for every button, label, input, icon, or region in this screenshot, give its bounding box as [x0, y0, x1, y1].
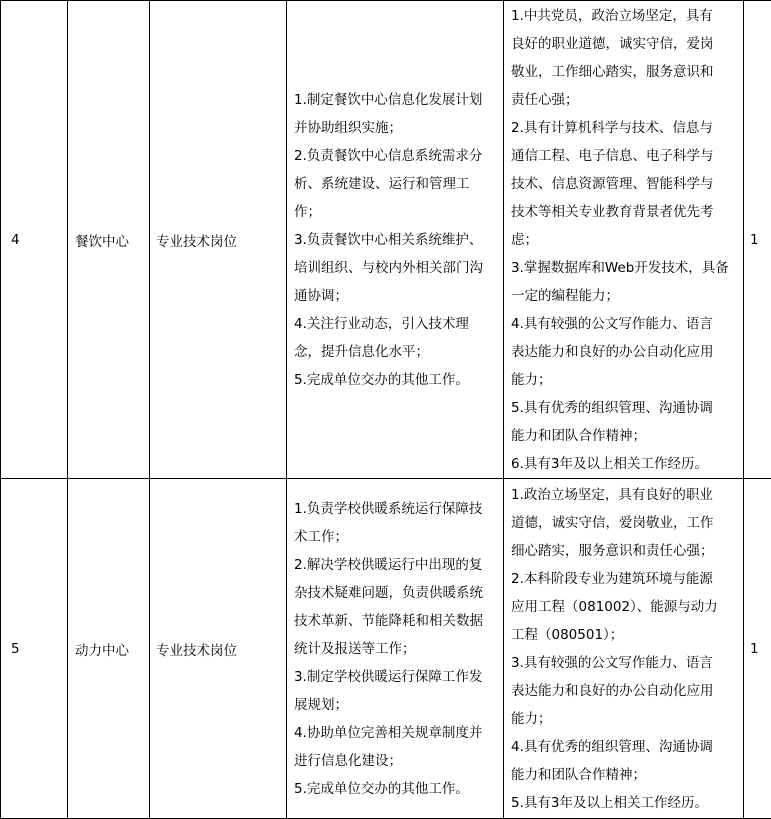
requirement-line: 能力和团队合作精神；: [511, 422, 739, 450]
requirement-line: 表达能力和良好的办公自动化应用: [511, 338, 739, 366]
duty-line: 培训组织、与校内外相关部门沟: [294, 254, 499, 282]
duty-line: 统计及报送等工作；: [294, 635, 499, 663]
requirement-line: 工程（080501）；: [511, 621, 739, 649]
requirement-line: 2.本科阶段专业为建筑环境与能源: [511, 565, 739, 593]
requirements-list: [504, 481, 743, 817]
duty-line: 并协助组织实施；: [294, 114, 499, 142]
requirement-line: 技术、信息资源管理、智能科学与: [511, 170, 739, 198]
requirement-line: 细心踏实，服务意识和责任心强；: [511, 537, 739, 565]
requirement-line: 3.具有较强的公文写作能力、语言: [511, 649, 739, 677]
requirement-line: 良好的职业道德，诚实守信，爱岗: [511, 30, 739, 58]
requirements-cell: [504, 1, 744, 479]
requirements-cell: [504, 479, 744, 819]
duty-line: 析、系统建设、运行和管理工: [294, 170, 499, 198]
duties-cell: [287, 479, 504, 819]
requirement-line: 通信工程、电子信息、电子科学与: [511, 142, 739, 170]
table-row: [1, 1, 771, 479]
requirement-line: 一定的编程能力；: [511, 282, 739, 310]
duty-line: 进行信息化建设；: [294, 747, 499, 775]
requirement-line: 能力；: [511, 705, 739, 733]
requirement-line: 能力；: [511, 366, 739, 394]
duty-line: 3.制定学校供暖运行保障工作发: [294, 663, 499, 691]
post-type: 专业技术岗位: [150, 479, 287, 819]
duty-line: 4.关注行业动态，引入技术理: [294, 310, 499, 338]
requirement-line: 责任心强；: [511, 86, 739, 114]
row-number: 4: [1, 1, 68, 479]
duty-line: 展规划；: [294, 691, 499, 719]
duty-line: 杂技术疑难问题，负责供暖系统: [294, 579, 499, 607]
duty-line: 5.完成单位交办的其他工作。: [294, 366, 499, 394]
unit-name: 动力中心: [68, 479, 150, 819]
duty-line: 3.负责餐饮中心相关系统维护、: [294, 226, 499, 254]
duty-line: 2.负责餐饮中心信息系统需求分: [294, 142, 499, 170]
row-number: 5: [1, 479, 68, 819]
duty-line: 念，提升信息化水平；: [294, 338, 499, 366]
post-type: 专业技术岗位: [150, 1, 287, 479]
duty-line: 术工作；: [294, 523, 499, 551]
requirement-line: 敬业，工作细心踏实，服务意识和: [511, 58, 739, 86]
duty-line: 4.协助单位完善相关规章制度并: [294, 719, 499, 747]
duties-cell: [287, 1, 504, 479]
requirements-list: [504, 2, 743, 478]
headcount: 1: [744, 1, 771, 479]
requirement-line: 5.具有优秀的组织管理、沟通协调: [511, 394, 739, 422]
requirement-line: 5.具有3年及以上相关工作经历。: [511, 789, 739, 817]
table-row: [1, 479, 771, 819]
requirement-line: 2.具有计算机科学与技术、信息与: [511, 114, 739, 142]
requirement-line: 能力和团队合作精神；: [511, 761, 739, 789]
duty-line: 技术革新、节能降耗和相关数据: [294, 607, 499, 635]
duties-list: [287, 495, 503, 803]
requirement-line: 6.具有3年及以上相关工作经历。: [511, 450, 739, 478]
requirement-line: 应用工程（081002）、能源与动力: [511, 593, 739, 621]
requirement-line: 4.具有较强的公文写作能力、语言: [511, 310, 739, 338]
duty-line: 作；: [294, 198, 499, 226]
requirement-line: 技术等相关专业教育背景者优先考: [511, 198, 739, 226]
requirement-line: 虑；: [511, 226, 739, 254]
requirement-line: 4.具有优秀的组织管理、沟通协调: [511, 733, 739, 761]
requirement-line: 1.政治立场坚定，具有良好的职业: [511, 481, 739, 509]
duties-list: [287, 86, 503, 394]
requirement-line: 道德，诚实守信，爱岗敬业，工作: [511, 509, 739, 537]
requirement-line: 表达能力和良好的办公自动化应用: [511, 677, 739, 705]
duty-line: 1.制定餐饮中心信息化发展计划: [294, 86, 499, 114]
duty-line: 1.负责学校供暖系统运行保障技: [294, 495, 499, 523]
duty-line: 通协调；: [294, 282, 499, 310]
duty-line: 2.解决学校供暖运行中出现的复: [294, 551, 499, 579]
requirement-line: 3.掌握数据库和Web开发技术，具备: [511, 254, 739, 282]
requirement-line: 1.中共党员，政治立场坚定，具有: [511, 2, 739, 30]
headcount: 1: [744, 479, 771, 819]
unit-name: 餐饮中心: [68, 1, 150, 479]
duty-line: 5.完成单位交办的其他工作。: [294, 775, 499, 803]
